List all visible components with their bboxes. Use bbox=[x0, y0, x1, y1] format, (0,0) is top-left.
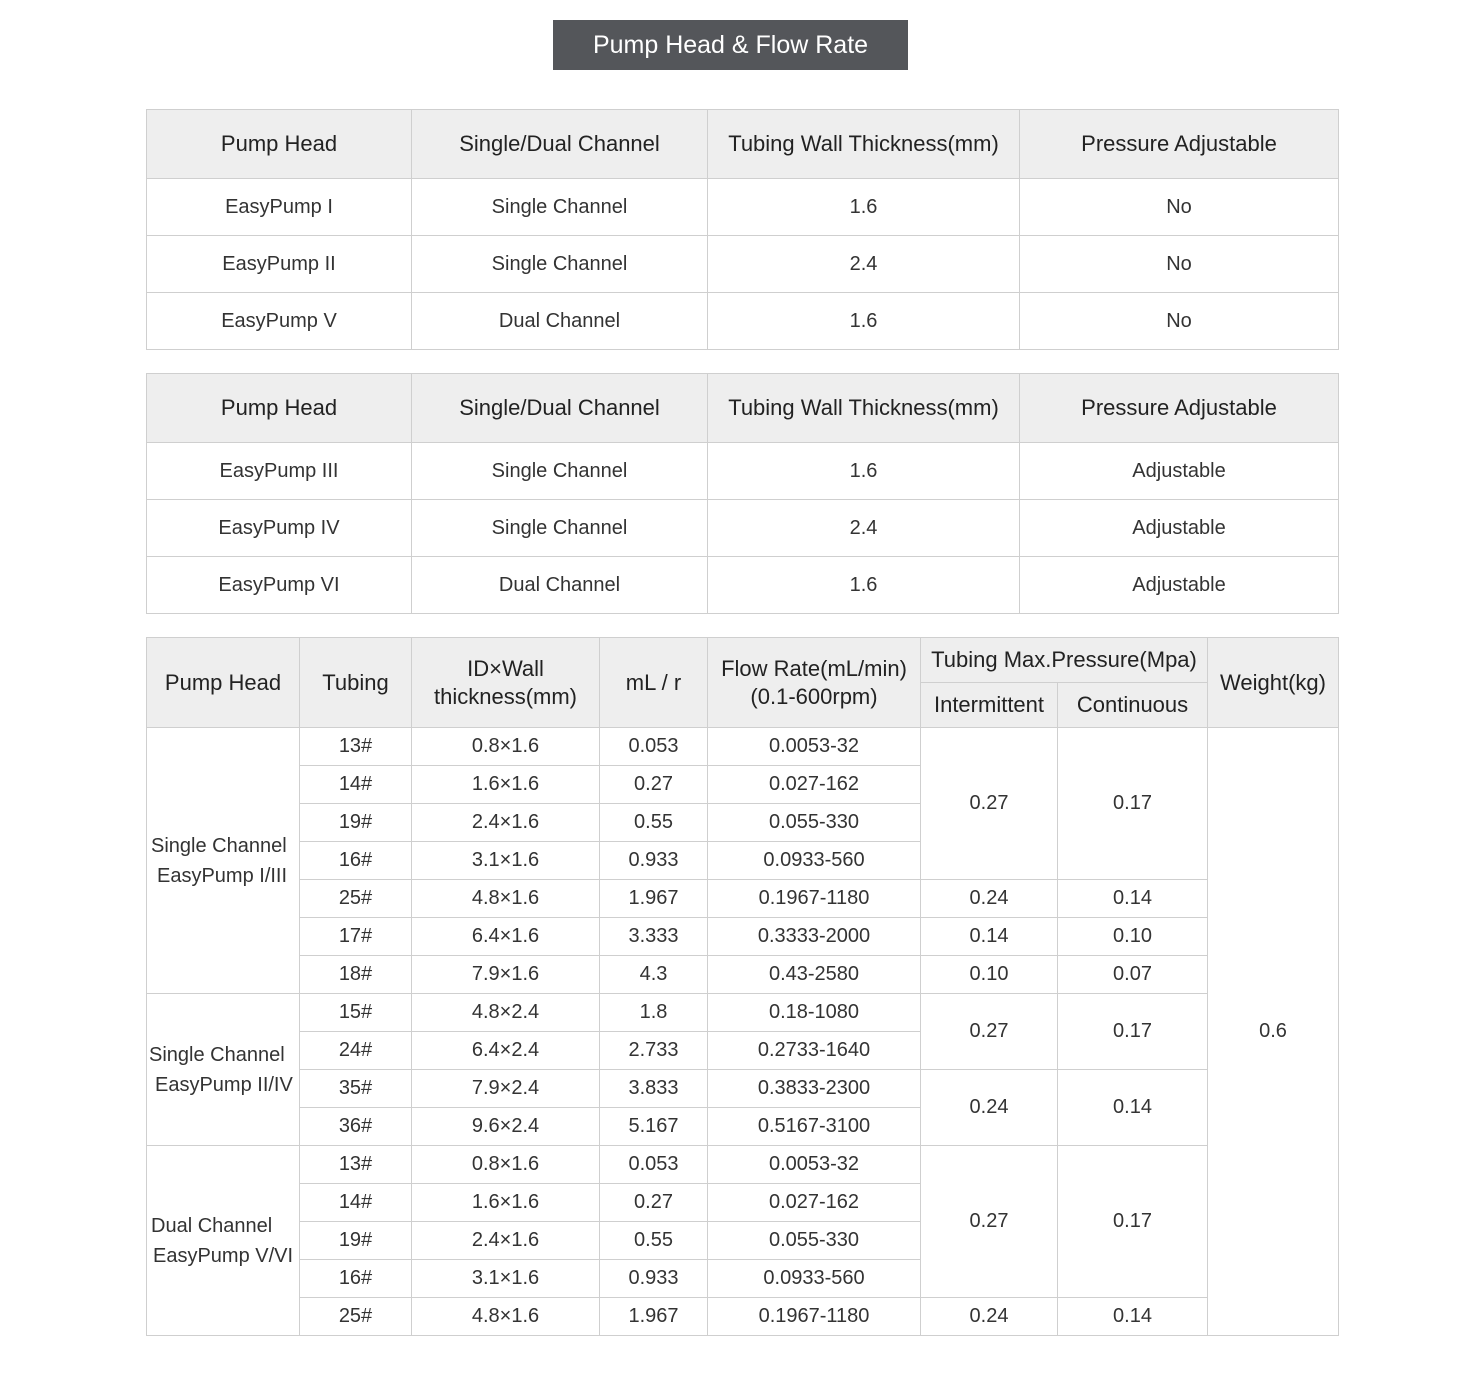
table-row bbox=[147, 1298, 1339, 1336]
cell-wall-thickness: 1.6 bbox=[708, 293, 1020, 350]
header-channel: Single/Dual Channel bbox=[412, 374, 708, 443]
cell-id-wall: 7.9×2.4 bbox=[412, 1070, 600, 1108]
header-pump-head: Pump Head bbox=[147, 110, 412, 179]
cell-continuous: 0.17 bbox=[1058, 1146, 1208, 1298]
cell-ml-per-rev: 4.3 bbox=[600, 956, 708, 994]
cell-continuous: 0.14 bbox=[1058, 880, 1208, 918]
group-line1: Single Channel bbox=[149, 1043, 285, 1066]
cell-pressure-adjustable: No bbox=[1020, 179, 1339, 236]
cell-flow-rate: 0.3333-2000 bbox=[708, 918, 921, 956]
header-id-wall bbox=[412, 638, 600, 728]
cell-channel: Single Channel bbox=[412, 179, 708, 236]
cell-tubing: 19# bbox=[300, 804, 412, 842]
cell-intermittent: 0.27 bbox=[921, 728, 1058, 880]
cell-tubing: 14# bbox=[300, 766, 412, 804]
header-weight: Weight(kg) bbox=[1208, 638, 1339, 728]
cell-pump-group bbox=[147, 728, 300, 994]
cell-tubing: 16# bbox=[300, 1260, 412, 1298]
header-continuous: Continuous bbox=[1058, 683, 1208, 728]
header-flow-rate bbox=[708, 638, 921, 728]
cell-flow-rate: 0.1967-1180 bbox=[708, 880, 921, 918]
cell-tubing: 13# bbox=[300, 728, 412, 766]
cell-pump-group bbox=[147, 994, 300, 1146]
table-row bbox=[147, 236, 1339, 293]
table-row bbox=[147, 880, 1339, 918]
cell-flow-rate: 0.027-162 bbox=[708, 1184, 921, 1222]
table-header-row bbox=[147, 110, 1339, 179]
cell-ml-per-rev: 0.55 bbox=[600, 1222, 708, 1260]
cell-wall-thickness: 2.4 bbox=[708, 236, 1020, 293]
table-header-row bbox=[147, 638, 1339, 683]
cell-id-wall: 0.8×1.6 bbox=[412, 1146, 600, 1184]
cell-tubing: 14# bbox=[300, 1184, 412, 1222]
cell-id-wall: 0.8×1.6 bbox=[412, 728, 600, 766]
header-max-pressure: Tubing Max.Pressure(Mpa) bbox=[921, 638, 1208, 683]
cell-ml-per-rev: 2.733 bbox=[600, 1032, 708, 1070]
group-line1: Single Channel bbox=[151, 834, 287, 857]
pump-head-table-adjustable bbox=[146, 373, 1339, 614]
page-title: Pump Head & Flow Rate bbox=[553, 20, 908, 70]
cell-intermittent: 0.24 bbox=[921, 1298, 1058, 1336]
table-row bbox=[147, 994, 1339, 1032]
cell-flow-rate: 0.5167-3100 bbox=[708, 1108, 921, 1146]
cell-flow-rate: 0.2733-1640 bbox=[708, 1032, 921, 1070]
cell-id-wall: 3.1×1.6 bbox=[412, 1260, 600, 1298]
cell-flow-rate: 0.18-1080 bbox=[708, 994, 921, 1032]
cell-id-wall: 9.6×2.4 bbox=[412, 1108, 600, 1146]
cell-id-wall: 6.4×2.4 bbox=[412, 1032, 600, 1070]
cell-flow-rate: 0.055-330 bbox=[708, 1222, 921, 1260]
cell-intermittent: 0.27 bbox=[921, 994, 1058, 1070]
cell-id-wall: 4.8×1.6 bbox=[412, 880, 600, 918]
cell-id-wall: 6.4×1.6 bbox=[412, 918, 600, 956]
cell-pump-head: EasyPump II bbox=[147, 236, 412, 293]
cell-flow-rate: 0.3833-2300 bbox=[708, 1070, 921, 1108]
cell-ml-per-rev: 0.053 bbox=[600, 1146, 708, 1184]
cell-wall-thickness: 2.4 bbox=[708, 500, 1020, 557]
header-ml-per-rev: mL / r bbox=[600, 638, 708, 728]
cell-continuous: 0.14 bbox=[1058, 1070, 1208, 1146]
table-row bbox=[147, 179, 1339, 236]
cell-flow-rate: 0.43-2580 bbox=[708, 956, 921, 994]
group-line2: EasyPump I/III bbox=[157, 864, 288, 887]
cell-tubing: 19# bbox=[300, 1222, 412, 1260]
cell-tubing: 35# bbox=[300, 1070, 412, 1108]
cell-tubing: 15# bbox=[300, 994, 412, 1032]
cell-id-wall: 4.8×1.6 bbox=[412, 1298, 600, 1336]
cell-pressure-adjustable: Adjustable bbox=[1020, 443, 1339, 500]
cell-ml-per-rev: 1.967 bbox=[600, 1298, 708, 1336]
cell-channel: Single Channel bbox=[412, 236, 708, 293]
header-pressure-adjustable: Pressure Adjustable bbox=[1020, 374, 1339, 443]
table-row bbox=[147, 1070, 1339, 1108]
cell-wall-thickness: 1.6 bbox=[708, 179, 1020, 236]
cell-flow-rate: 0.0053-32 bbox=[708, 1146, 921, 1184]
cell-pump-head: EasyPump VI bbox=[147, 557, 412, 614]
cell-tubing: 13# bbox=[300, 1146, 412, 1184]
cell-pump-group bbox=[147, 1146, 300, 1336]
cell-ml-per-rev: 0.933 bbox=[600, 1260, 708, 1298]
cell-tubing: 25# bbox=[300, 880, 412, 918]
header-pump-head: Pump Head bbox=[147, 638, 300, 728]
cell-pressure-adjustable: No bbox=[1020, 293, 1339, 350]
cell-pump-head: EasyPump V bbox=[147, 293, 412, 350]
header-pump-head: Pump Head bbox=[147, 374, 412, 443]
cell-pump-head: EasyPump I bbox=[147, 179, 412, 236]
cell-intermittent: 0.27 bbox=[921, 1146, 1058, 1298]
cell-id-wall: 1.6×1.6 bbox=[412, 766, 600, 804]
table-row bbox=[147, 443, 1339, 500]
cell-ml-per-rev: 0.27 bbox=[600, 766, 708, 804]
cell-ml-per-rev: 0.55 bbox=[600, 804, 708, 842]
cell-flow-rate: 0.0053-32 bbox=[708, 728, 921, 766]
header-pressure-adjustable: Pressure Adjustable bbox=[1020, 110, 1339, 179]
cell-tubing: 18# bbox=[300, 956, 412, 994]
header-wall-thickness: Tubing Wall Thickness(mm) bbox=[708, 374, 1020, 443]
table-row bbox=[147, 500, 1339, 557]
header-channel: Single/Dual Channel bbox=[412, 110, 708, 179]
cell-flow-rate: 0.0933-560 bbox=[708, 842, 921, 880]
cell-flow-rate: 0.027-162 bbox=[708, 766, 921, 804]
table-row bbox=[147, 728, 1339, 766]
cell-pump-head: EasyPump III bbox=[147, 443, 412, 500]
cell-tubing: 24# bbox=[300, 1032, 412, 1070]
cell-channel: Single Channel bbox=[412, 443, 708, 500]
cell-continuous: 0.14 bbox=[1058, 1298, 1208, 1336]
flow-rate-table bbox=[146, 637, 1339, 1336]
header-intermittent: Intermittent bbox=[921, 683, 1058, 728]
cell-pressure-adjustable: Adjustable bbox=[1020, 557, 1339, 614]
cell-intermittent: 0.14 bbox=[921, 918, 1058, 956]
group-line2: EasyPump V/VI bbox=[153, 1244, 294, 1267]
header-wall-thickness: Tubing Wall Thickness(mm) bbox=[708, 110, 1020, 179]
cell-intermittent: 0.24 bbox=[921, 880, 1058, 918]
cell-id-wall: 3.1×1.6 bbox=[412, 842, 600, 880]
cell-ml-per-rev: 0.053 bbox=[600, 728, 708, 766]
cell-channel: Dual Channel bbox=[412, 293, 708, 350]
cell-wall-thickness: 1.6 bbox=[708, 557, 1020, 614]
cell-ml-per-rev: 3.333 bbox=[600, 918, 708, 956]
cell-channel: Dual Channel bbox=[412, 557, 708, 614]
cell-id-wall: 2.4×1.6 bbox=[412, 1222, 600, 1260]
cell-tubing: 16# bbox=[300, 842, 412, 880]
table-row bbox=[147, 1146, 1339, 1184]
table-row bbox=[147, 918, 1339, 956]
header-flow-line2: (0.1-600rpm) bbox=[750, 683, 878, 709]
cell-pump-head: EasyPump IV bbox=[147, 500, 412, 557]
cell-channel: Single Channel bbox=[412, 500, 708, 557]
cell-pressure-adjustable: No bbox=[1020, 236, 1339, 293]
cell-pressure-adjustable: Adjustable bbox=[1020, 500, 1339, 557]
cell-ml-per-rev: 1.967 bbox=[600, 880, 708, 918]
table-row bbox=[147, 557, 1339, 614]
cell-ml-per-rev: 0.933 bbox=[600, 842, 708, 880]
cell-ml-per-rev: 5.167 bbox=[600, 1108, 708, 1146]
cell-flow-rate: 0.0933-560 bbox=[708, 1260, 921, 1298]
cell-continuous: 0.07 bbox=[1058, 956, 1208, 994]
group-line2: EasyPump II/IV bbox=[155, 1073, 293, 1096]
cell-wall-thickness: 1.6 bbox=[708, 443, 1020, 500]
cell-continuous: 0.10 bbox=[1058, 918, 1208, 956]
pump-head-table-fixed bbox=[146, 109, 1339, 350]
cell-ml-per-rev: 0.27 bbox=[600, 1184, 708, 1222]
cell-intermittent: 0.10 bbox=[921, 956, 1058, 994]
cell-tubing: 17# bbox=[300, 918, 412, 956]
table-header-row bbox=[147, 374, 1339, 443]
cell-id-wall: 4.8×2.4 bbox=[412, 994, 600, 1032]
cell-id-wall: 2.4×1.6 bbox=[412, 804, 600, 842]
cell-weight: 0.6 bbox=[1208, 728, 1339, 1336]
cell-continuous: 0.17 bbox=[1058, 728, 1208, 880]
cell-tubing: 25# bbox=[300, 1298, 412, 1336]
cell-flow-rate: 0.055-330 bbox=[708, 804, 921, 842]
header-tubing: Tubing bbox=[300, 638, 412, 728]
header-id-wall-line1: ID×Wall bbox=[467, 655, 544, 681]
cell-flow-rate: 0.1967-1180 bbox=[708, 1298, 921, 1336]
cell-id-wall: 7.9×1.6 bbox=[412, 956, 600, 994]
cell-intermittent: 0.24 bbox=[921, 1070, 1058, 1146]
cell-ml-per-rev: 3.833 bbox=[600, 1070, 708, 1108]
cell-ml-per-rev: 1.8 bbox=[600, 994, 708, 1032]
cell-continuous: 0.17 bbox=[1058, 994, 1208, 1070]
table-row bbox=[147, 293, 1339, 350]
group-line1: Dual Channel bbox=[151, 1214, 273, 1237]
header-id-wall-line2: thickness(mm) bbox=[433, 683, 577, 709]
cell-tubing: 36# bbox=[300, 1108, 412, 1146]
header-flow-line1: Flow Rate(mL/min) bbox=[721, 655, 907, 681]
table-row bbox=[147, 956, 1339, 994]
cell-id-wall: 1.6×1.6 bbox=[412, 1184, 600, 1222]
